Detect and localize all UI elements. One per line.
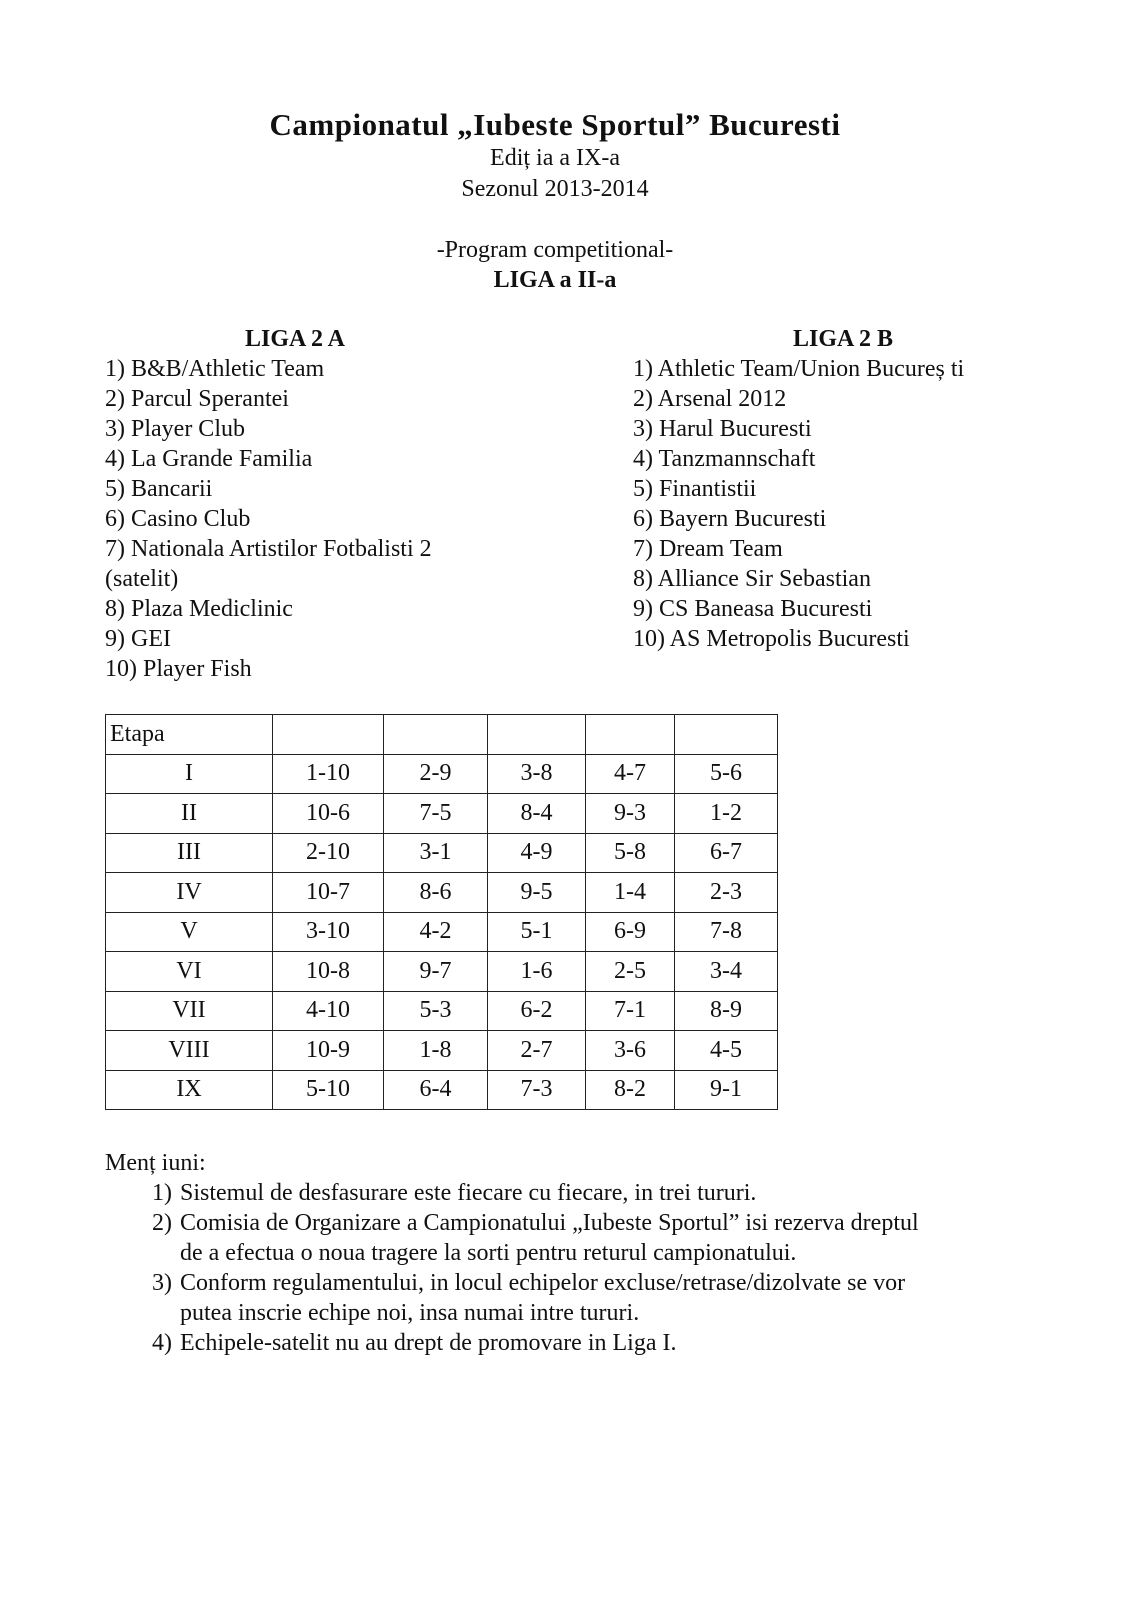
schedule-table <box>105 714 778 1110</box>
match-cell: 2-3 <box>675 873 778 913</box>
note-item <box>105 1268 1005 1328</box>
match-cell: 2-7 <box>488 1031 586 1071</box>
match-cell: 8-6 <box>384 873 488 913</box>
match-cell: 5-6 <box>675 754 778 794</box>
match-cell: 4-2 <box>384 912 488 952</box>
match-cell: 5-8 <box>586 833 675 873</box>
match-cell: 2-9 <box>384 754 488 794</box>
note-number: 1) <box>152 1180 172 1206</box>
note-text <box>180 1178 756 1208</box>
match-cell: 3-6 <box>586 1031 675 1071</box>
table-row <box>106 991 778 1031</box>
match-cell: 5-1 <box>488 912 586 952</box>
team-item: 9) CS Baneasa Bucuresti <box>633 596 873 622</box>
team-item: 1) B&B/Athletic Team <box>105 356 325 382</box>
document-title: Campionatul „Iubeste Sportul” Bucuresti <box>269 107 841 142</box>
team-item: 8) Alliance Sir Sebastian <box>633 566 871 592</box>
match-cell: 10-9 <box>273 1031 384 1071</box>
team-item: 2) Arsenal 2012 <box>633 386 787 412</box>
table-row <box>106 952 778 992</box>
round-cell: II <box>106 794 273 834</box>
round-cell: VI <box>106 952 273 992</box>
match-cell: 8-2 <box>586 1070 675 1110</box>
liga-2b-list <box>633 324 1053 654</box>
match-cell: 7-1 <box>586 991 675 1031</box>
match-cell: 6-2 <box>488 991 586 1031</box>
liga-2a-list <box>105 324 485 684</box>
table-row <box>106 912 778 952</box>
round-cell: V <box>106 912 273 952</box>
team-item: 5) Finantistii <box>633 476 757 502</box>
liga-2a-title: LIGA 2 A <box>244 326 346 352</box>
match-cell: 1-4 <box>586 873 675 913</box>
note-text <box>180 1208 919 1268</box>
team-item: 7) Nationala Artistilor Fotbalisti 2 (satelit) <box>105 536 432 592</box>
round-cell: VII <box>106 991 273 1031</box>
match-cell: 5-3 <box>384 991 488 1031</box>
team-item: 10) Player Fish <box>105 656 252 682</box>
team-item: 7) Dream Team <box>633 536 783 562</box>
match-cell: 7-3 <box>488 1070 586 1110</box>
notes-section <box>105 1148 1005 1358</box>
round-cell: VIII <box>106 1031 273 1071</box>
program-label: -Program competitional- <box>436 237 674 263</box>
table-row <box>106 833 778 873</box>
etapa-header: Etapa <box>106 715 273 755</box>
round-cell: I <box>106 754 273 794</box>
note-line: de a efectua o noua tragere la sorti pentru returul campionatului. <box>180 1240 797 1266</box>
table-row <box>106 1031 778 1071</box>
note-line: Sistemul de desfasurare este fiecare cu fiecare, in trei tururi. <box>180 1180 757 1206</box>
match-cell: 5-10 <box>273 1070 384 1110</box>
team-item: 6) Casino Club <box>105 506 251 532</box>
team-item: 5) Bancarii <box>105 476 213 502</box>
match-cell: 1-8 <box>384 1031 488 1071</box>
team-item: 2) Parcul Sperantei <box>105 386 289 412</box>
team-item: 9) GEI <box>105 626 171 652</box>
note-line: Comisia de Organizare a Campionatului „Iubeste Sportul” isi rezerva dreptul <box>180 1210 919 1236</box>
match-cell: 9-1 <box>675 1070 778 1110</box>
match-cell: 6-9 <box>586 912 675 952</box>
match-cell: 4-5 <box>675 1031 778 1071</box>
team-item: 3) Player Club <box>105 416 245 442</box>
match-cell: 1-6 <box>488 952 586 992</box>
team-item: 6) Bayern Bucuresti <box>633 506 827 532</box>
match-cell: 7-8 <box>675 912 778 952</box>
note-line: putea inscrie echipe noi, insa numai intre tururi. <box>180 1300 640 1326</box>
liga-2b-title: LIGA 2 B <box>792 326 894 352</box>
match-cell: 1-2 <box>675 794 778 834</box>
note-number: 2) <box>152 1210 172 1236</box>
match-cell: 4-7 <box>586 754 675 794</box>
table-row <box>106 873 778 913</box>
team-item: 3) Harul Bucuresti <box>633 416 812 442</box>
team-item: 4) Tanzmannschaft <box>633 446 816 472</box>
table-row <box>106 794 778 834</box>
match-cell: 7-5 <box>384 794 488 834</box>
match-cell: 3-1 <box>384 833 488 873</box>
note-item <box>105 1178 1005 1208</box>
team-item: 4) La Grande Familia <box>105 446 313 472</box>
match-cell: 4-9 <box>488 833 586 873</box>
match-cell: 4-10 <box>273 991 384 1031</box>
match-cell: 8-4 <box>488 794 586 834</box>
match-cell: 9-5 <box>488 873 586 913</box>
match-cell: 6-7 <box>675 833 778 873</box>
match-cell: 2-5 <box>586 952 675 992</box>
match-cell: 9-7 <box>384 952 488 992</box>
note-number: 3) <box>152 1270 172 1296</box>
match-cell: 1-10 <box>273 754 384 794</box>
edition: Ediț ia a IX-a <box>490 145 620 171</box>
match-cell: 10-7 <box>273 873 384 913</box>
note-item <box>105 1328 1005 1358</box>
match-cell: 2-10 <box>273 833 384 873</box>
match-cell: 10-6 <box>273 794 384 834</box>
note-text <box>180 1328 676 1358</box>
notes-title: Menț iuni: <box>105 1150 206 1176</box>
team-item: 1) Athletic Team/Union Bucureș ti <box>633 356 965 382</box>
table-row <box>106 754 778 794</box>
note-text <box>180 1268 905 1328</box>
match-cell: 8-9 <box>675 991 778 1031</box>
table-header-row <box>106 715 778 755</box>
match-cell: 6-4 <box>384 1070 488 1110</box>
team-item: 8) Plaza Mediclinic <box>105 596 293 622</box>
season: Sezonul 2013-2014 <box>461 176 649 202</box>
note-number: 4) <box>152 1330 172 1356</box>
note-item <box>105 1208 1005 1268</box>
match-cell: 9-3 <box>586 794 675 834</box>
team-item: 10) AS Metropolis Bucuresti <box>633 626 910 652</box>
league-title: LIGA a II-a <box>493 267 617 293</box>
match-cell: 10-8 <box>273 952 384 992</box>
match-cell: 3-8 <box>488 754 586 794</box>
round-cell: IX <box>106 1070 273 1110</box>
note-line: Echipele-satelit nu au drept de promovare in Liga I. <box>180 1330 677 1356</box>
note-line: Conform regulamentului, in locul echipelor excluse/retrase/dizolvate se vor <box>180 1270 906 1296</box>
round-cell: III <box>106 833 273 873</box>
match-cell: 3-10 <box>273 912 384 952</box>
table-row <box>106 1070 778 1110</box>
round-cell: IV <box>106 873 273 913</box>
match-cell: 3-4 <box>675 952 778 992</box>
